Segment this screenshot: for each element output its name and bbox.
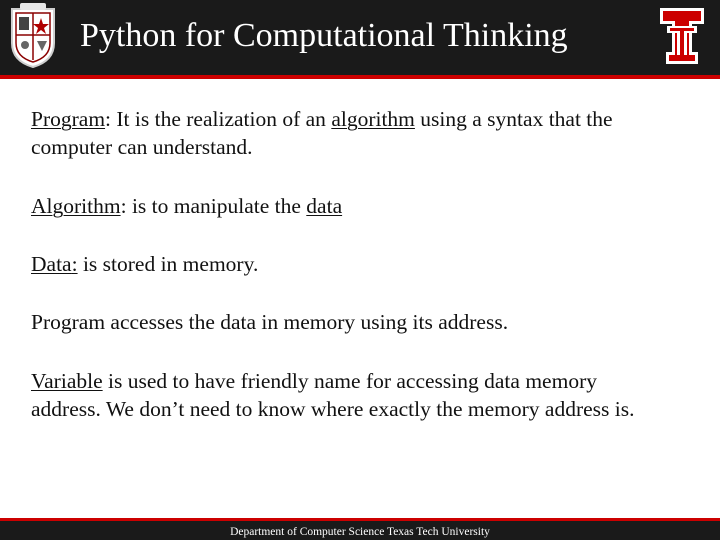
footer-text: Department of Computer Science Texas Tech University: [230, 526, 490, 538]
term-data: Data: [31, 252, 72, 276]
algorithm-link[interactable]: algorithm: [331, 107, 415, 131]
term-program: Program: [31, 107, 106, 131]
data-text-1: is stored in memory.: [77, 252, 259, 276]
data-colon: :: [71, 252, 78, 276]
data-link[interactable]: data: [306, 194, 343, 218]
double-t-logo-icon: [658, 6, 706, 66]
header-red-rule: [0, 75, 720, 79]
term-algorithm: Algorithm: [31, 194, 121, 218]
term-variable: Variable: [31, 369, 103, 393]
program-text-1: : It is the realization of an: [105, 107, 332, 131]
variable-definition: [31, 367, 671, 423]
algorithm-definition: [31, 192, 342, 220]
university-seal-icon: [6, 3, 60, 69]
footer-red-rule: [0, 518, 720, 521]
program-access-statement: Program accesses the data in memory using its address.: [31, 310, 509, 334]
program-text-2: using a syntax that the computer can understand.: [31, 107, 613, 159]
slide-title: Python for Computational Thinking: [80, 17, 568, 54]
program-definition: [31, 105, 671, 161]
variable-text-1: is used to have friendly name for accessing data memory address. We don’t need to know where exactly the memory address is.: [31, 369, 635, 421]
algorithm-text-1: : is to manipulate the: [120, 194, 307, 218]
data-definition: [31, 250, 258, 278]
